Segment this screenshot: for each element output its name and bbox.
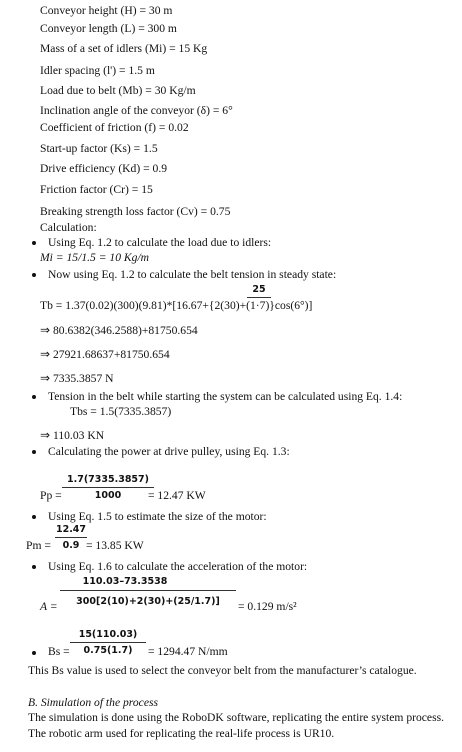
closing-paragraph: This Bs value is used to select the conveyor belt from the manufacturer’s catalogue.: [28, 664, 417, 677]
a-denominator: 300[2(10)+2(30)+(25/1.7)]: [76, 596, 220, 607]
param-drive-efficiency: Drive efficiency (Kd) = 0.9: [40, 162, 168, 175]
bs-denominator: 0.75(1.7): [83, 645, 133, 656]
tb-step-1-value: 80.6382(346.2588)+81750.654: [52, 324, 198, 337]
step-acceleration: Using Eq. 1.6 to calculate the acceleration of the motor:: [48, 560, 308, 573]
tb-fraction-numerator: 25: [252, 284, 266, 295]
implies-icon: ⇒: [40, 371, 51, 385]
bs-label: Bs =: [48, 645, 70, 658]
bullet-icon: [32, 450, 36, 454]
pm-numerator: 12.47: [55, 524, 87, 535]
pp-fraction-bar: [62, 487, 154, 488]
param-startup-factor: Start-up factor (Ks) = 1.5: [40, 142, 158, 155]
param-conveyor-height: Conveyor height (H) = 30 m: [40, 4, 173, 17]
pp-denominator: 1000: [94, 490, 122, 501]
a-numerator: 110.03–73.3538: [82, 576, 168, 587]
param-idler-spacing: Idler spacing (l') = 1.5 m: [40, 64, 155, 77]
tb-step-2: [40, 347, 170, 362]
pp-label: Pp =: [40, 489, 62, 502]
bullet-icon: [32, 651, 36, 655]
pp-numerator: 1.7(7335.3857): [66, 474, 149, 485]
step-startup-tension: Tension in the belt while starting the system can be calculated using Eq. 1.4:: [48, 390, 403, 403]
bullet-icon: [32, 273, 36, 277]
step-drive-power: Calculating the power at drive pulley, using Eq. 1.3:: [48, 445, 290, 458]
a-fraction-bar: [60, 590, 236, 591]
tb-fraction-bar: [247, 297, 271, 298]
tb-step-2-value: 27921.68637+81750.654: [52, 348, 170, 361]
section-paragraph-2: The robotic arm used for replicating the real-life process is UR10.: [28, 727, 335, 740]
step-steady-tension: Now using Eq. 1.2 to calculate the belt tension in steady state:: [48, 268, 337, 281]
step-idler-load-result: Mi = 15/1.5 = 10 Kg/m: [40, 251, 150, 264]
bullet-icon: [32, 395, 36, 399]
param-friction-coefficient: Coefficient of friction (f) = 0.02: [40, 121, 189, 134]
a-result: = 0.129 m/s²: [238, 600, 297, 613]
bullet-icon: [32, 565, 36, 569]
tb-step-3: [40, 371, 114, 386]
bs-result: = 1294.47 N/mm: [148, 645, 228, 658]
tb-equation: Tb = 1.37(0.02)(300)(9.81)*[16.67+{2(30)+(1·7)}cos(6°)]: [40, 299, 313, 312]
pm-fraction-bar: [55, 537, 87, 538]
implies-icon: ⇒: [40, 347, 51, 361]
tbs-equation: Tbs = 1.5(7335.3857): [70, 405, 172, 418]
bullet-icon: [32, 241, 36, 245]
bs-fraction-bar: [70, 642, 146, 643]
tbs-result-value: 110.03 KN: [52, 429, 105, 442]
tb-step-1: [40, 323, 198, 338]
step-idler-load: Using Eq. 1.2 to calculate the load due to idlers:: [48, 236, 272, 249]
pm-label: Pm =: [26, 539, 51, 552]
section-paragraph-1: The simulation is done using the RoboDK software, replicating the entire system process.: [28, 711, 444, 724]
param-friction-factor: Friction factor (Cr) = 15: [40, 183, 153, 196]
step-motor-size: Using Eq. 1.5 to estimate the size of the motor:: [48, 510, 267, 523]
param-belt-load: Load due to belt (Mb) = 30 Kg/m: [40, 84, 196, 97]
param-inclination: Inclination angle of the conveyor (δ) = 6°: [40, 104, 233, 117]
section-heading: B. Simulation of the process: [28, 696, 158, 709]
implies-icon: ⇒: [40, 428, 51, 442]
bs-numerator: 15(110.03): [78, 629, 138, 640]
param-idler-mass: Mass of a set of idlers (Mi) = 15 Kg: [40, 42, 208, 55]
pp-result: = 12.47 KW: [148, 489, 206, 502]
param-strength-loss-factor: Breaking strength loss factor (Cv) = 0.75: [40, 205, 231, 218]
a-label: A =: [40, 600, 58, 613]
pm-result: = 13.85 KW: [86, 539, 144, 552]
tb-step-3-value: 7335.3857 N: [52, 372, 114, 385]
bullet-icon: [32, 515, 36, 519]
calculation-heading: Calculation:: [40, 221, 97, 234]
pm-denominator: 0.9: [62, 540, 80, 551]
param-conveyor-length: Conveyor length (L) = 300 m: [40, 22, 177, 35]
tbs-result: [40, 428, 104, 443]
implies-icon: ⇒: [40, 323, 51, 337]
